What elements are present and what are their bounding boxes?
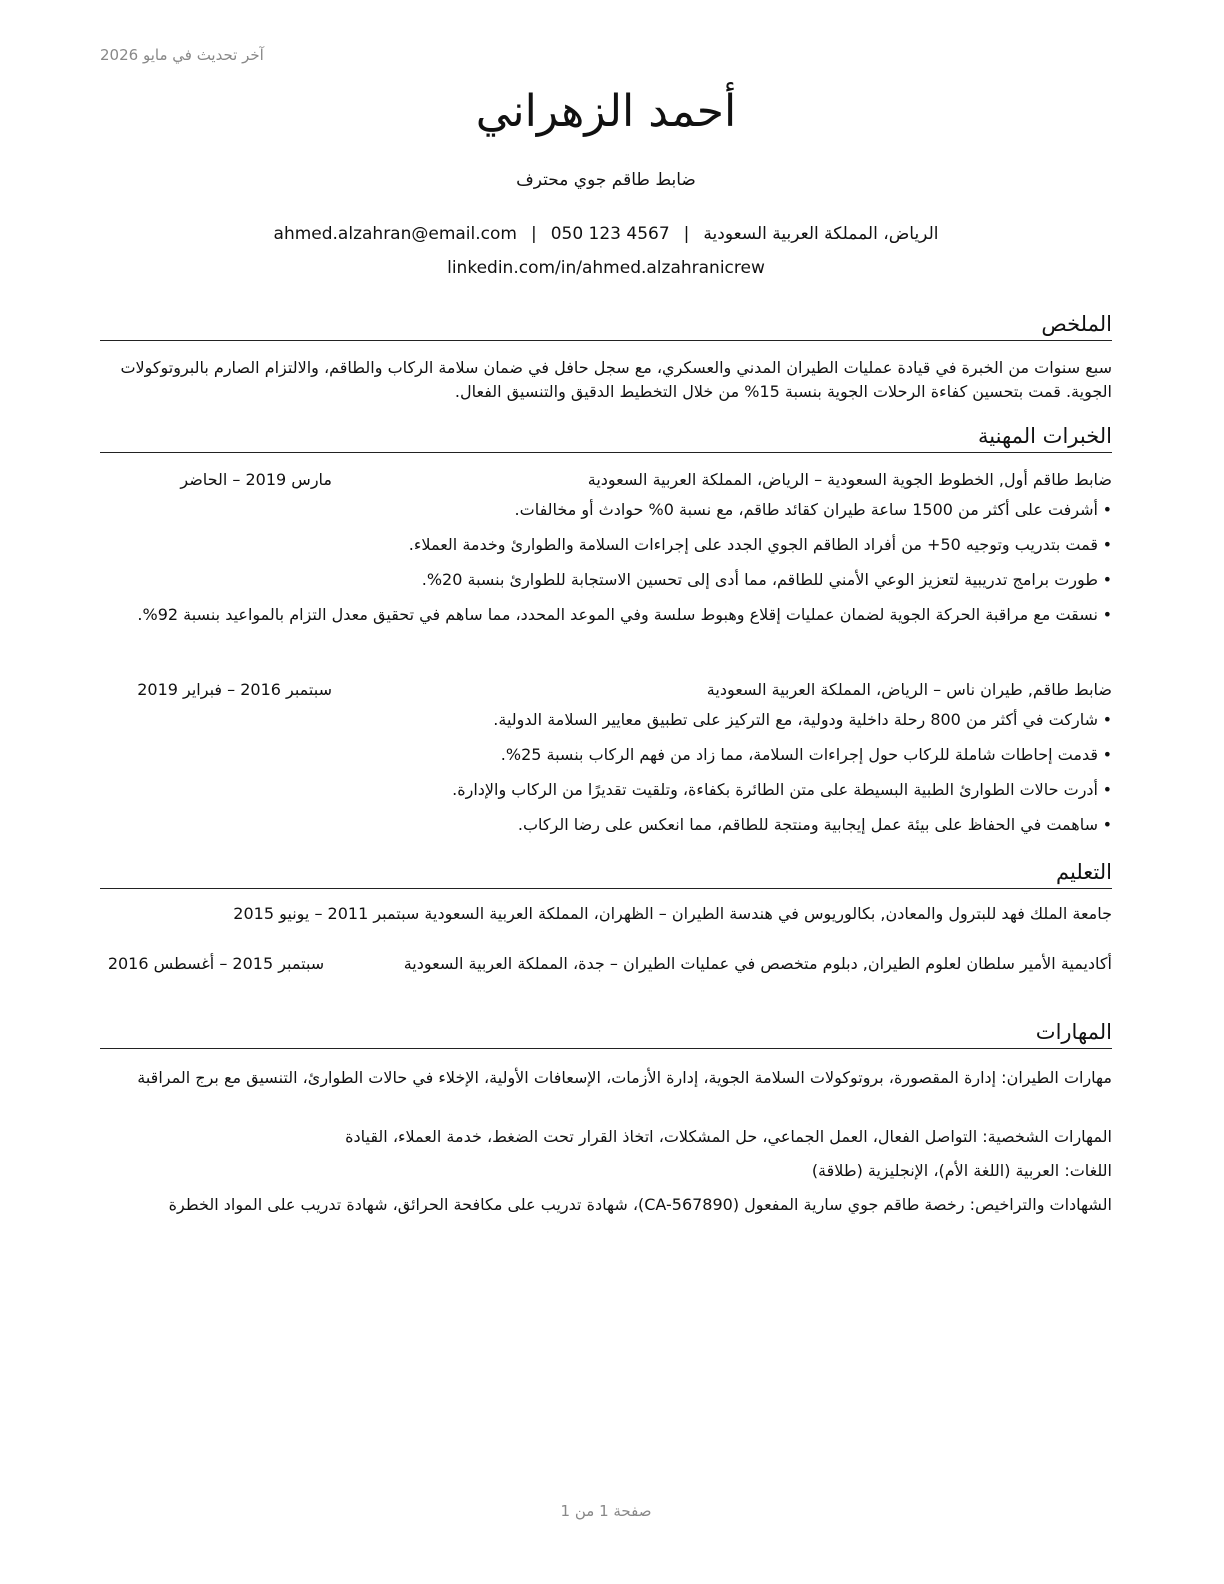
section-heading-skills: المهارات (100, 1018, 1112, 1049)
education-institution: أكاديمية الأمير سلطان لعلوم الطيران, دبلوم متخصص في عمليات الطيران – جدة، المملكة العربية السعودية (403, 954, 1112, 973)
location: الرياض، المملكة العربية السعودية (703, 224, 939, 244)
skills-line: الشهادات والتراخيص: رخصة طاقم جوي سارية المفعول (CA-567890)، شهادة تدريب على مكافحة الحرائق، شهادة تدريب على المواد الخطرة (168, 1195, 1112, 1214)
job-title: ضابط طاقم جوي محترف (516, 170, 696, 190)
candidate-name: أحمد الزهراني (475, 86, 737, 137)
contact-line (100, 224, 1112, 244)
resume-page (100, 0, 1112, 1584)
section-heading-summary: الملخص (100, 310, 1112, 341)
education-entry: جامعة الملك فهد للبترول والمعادن, بكالوريوس في هندسة الطيران – الظهران، المملكة العربية السعودية سبتمبر 2011 – يونيو 2015 (233, 904, 1112, 923)
separator: | (530, 224, 537, 244)
separator: | (683, 224, 690, 244)
job-header (100, 468, 1112, 492)
job-bullet: •أدرت حالات الطوارئ الطبية البسيطة على متن الطائرة بكفاءة، وتلقيت تقديرًا من الركاب والإدارة. (452, 780, 1112, 799)
job-bullet: •طورت برامج تدريبية لتعزيز الوعي الأمني للطاقم، مما أدى إلى تحسين الاستجابة للطوارئ بنسبة 20%. (421, 570, 1112, 589)
skills-line: اللغات: العربية (اللغة الأم)، الإنجليزية (طلاقة) (811, 1161, 1112, 1180)
job-bullet: •ساهمت في الحفاظ على بيئة عمل إيجابية ومنتجة للطاقم، مما انعكس على رضا الركاب. (517, 815, 1112, 834)
education-dates: سبتمبر 2015 – أغسطس 2016 (107, 954, 325, 973)
section-heading-experience: الخبرات المهنية (100, 422, 1112, 453)
job-bullet: •قمت بتدريب وتوجيه 50+ من أفراد الطاقم الجوي الجدد على إجراءات السلامة والطوارئ وخدمة العملاء. (408, 535, 1112, 554)
job-role: ضابط طاقم, طيران ناس – الرياض، المملكة العربية السعودية (706, 680, 1112, 699)
job-dates: سبتمبر 2016 – فبراير 2019 (137, 680, 332, 699)
job-header (100, 678, 1112, 702)
summary-text: سبع سنوات من الخبرة في قيادة عمليات الطيران المدني والعسكري، مع سجل حافل في ضمان سلامة الركاب والطاقم، والالتزام الصارم بالبروتوكولات الجوية. قمت بتحسين كفاءة الرحلات الجوية بنسبة 15% من خلال التخطيط الدقيق والتنسيق الفعال. (120, 358, 1112, 401)
skills-line: المهارات الشخصية: التواصل الفعال، العمل الجماعي، حل المشكلات، اتخاذ القرار تحت الضغط، خدمة العملاء، القيادة (345, 1127, 1112, 1146)
job-bullet: •نسقت مع مراقبة الحركة الجوية لضمان عمليات إقلاع وهبوط سلسة وفي الموعد المحدد، مما ساهم في تحقيق معدل التزام بالمواعيد بنسبة 92%. (137, 605, 1112, 624)
job-role: ضابط طاقم أول, الخطوط الجوية السعودية – الرياض، المملكة العربية السعودية (587, 470, 1112, 489)
job-bullet: •قدمت إحاطات شاملة للركاب حول إجراءات السلامة، مما زاد من فهم الركاب بنسبة 25%. (500, 745, 1112, 764)
phone: 050 123 4567 (550, 224, 670, 244)
linkedin-link[interactable]: linkedin.com/in/ahmed.alzahranicrew (447, 258, 765, 278)
email: ahmed.alzahran@email.com (273, 224, 517, 244)
last-updated: آخر تحديث في مايو 2026 (100, 46, 264, 64)
page-number: صفحة 1 من 1 (560, 1502, 652, 1520)
job-dates: مارس 2019 – الحاضر (180, 470, 332, 489)
section-heading-education: التعليم (100, 858, 1112, 889)
job-bullet: •أشرفت على أكثر من 1500 ساعة طيران كقائد طاقم، مع نسبة 0% حوادث أو مخالفات. (514, 500, 1112, 519)
skills-line: مهارات الطيران: إدارة المقصورة، بروتوكولات السلامة الجوية، إدارة الأزمات، الإسعافات الأولية، الإخلاء في حالات الطوارئ، التنسيق مع برج المراقبة (137, 1068, 1112, 1087)
job-bullet: •شاركت في أكثر من 800 رحلة داخلية ودولية، مع التركيز على تطبيق معايير السلامة الدولية. (493, 710, 1112, 729)
